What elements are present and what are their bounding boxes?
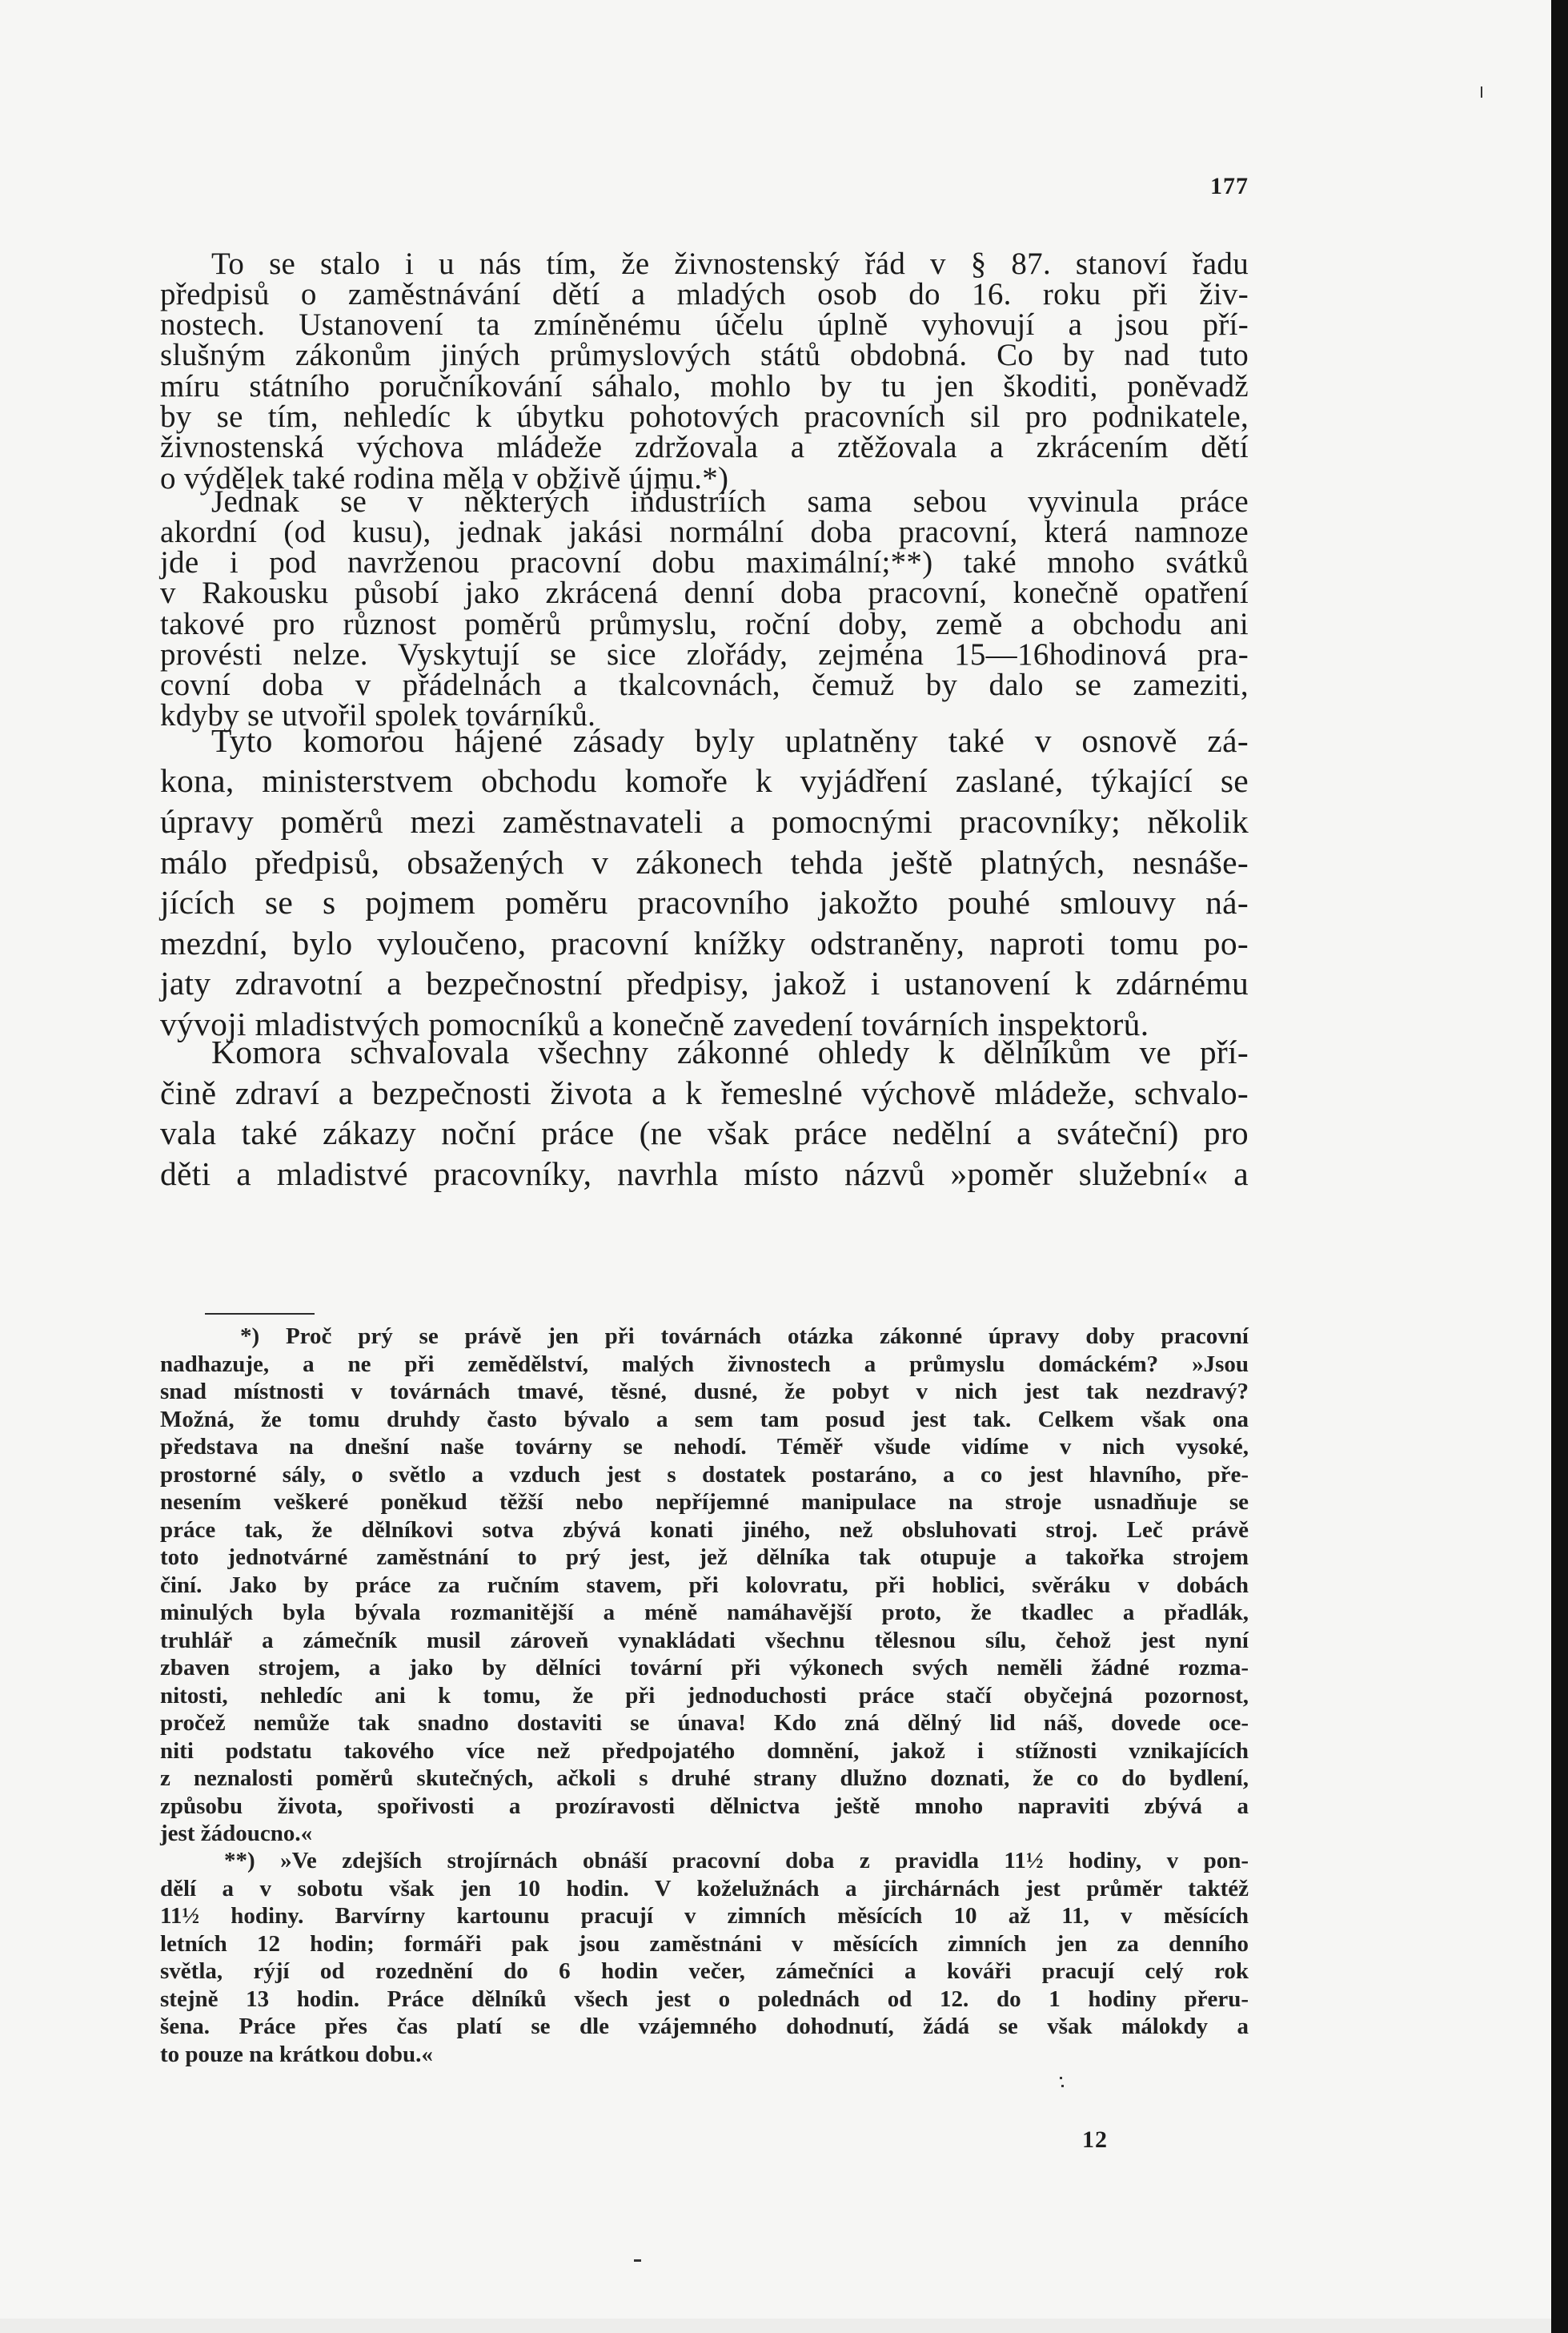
footnote-line: to pouze na krátkou dobu.« (160, 2041, 433, 2067)
footnote-line: způsobu života, spořivosti a prozíravosti dělnictva ještě mnoho napraviti zbývá a (160, 1793, 1249, 1819)
text-line: mezdní, bylo vyloučeno, pracovní knížky odstraněny, naproti tomu po- (160, 925, 1249, 962)
footnote-line: stejně 13 hodin. Práce dělníků všech jest o polednách od 12. do 1 hodiny přeru- (160, 1986, 1249, 2012)
text-line: jících se s pojmem poměru pracovního jakožto pouhé smlouvy ná- (160, 884, 1249, 921)
text-line: akordní (od kusu), jednak jakási normální doba pracovní, která namnoze (160, 515, 1249, 549)
footnote-line: truhlář a zámečník musil zároveň vynakládati všechnu tělesnou sílu, čehož jest nyní (160, 1627, 1249, 1653)
footnote-line: práce tak, že dělníkovi sotva zbývá konati jiného, než obsluhovati stroj. Leč právě (160, 1516, 1249, 1543)
footnote-line: činí. Jako by práce za ručním stavem, při kolovratu, při hoblici, svěráku v dobách (160, 1572, 1249, 1598)
footnote-line: nesením veškeré poněkud těžší nebo nepříjemné manipulace na stroje usnadňuje se (160, 1489, 1249, 1515)
text-line: nostech. Ustanovení ta zmíněnému účelu úplně vyhovují a jsou pří- (160, 307, 1249, 342)
footnote-line: prostorné sály, o světlo a vzduch jest s dostatek postaráno, a co jest hlavního, pře- (160, 1461, 1249, 1488)
text-line: Jednak se v některých industriích sama sebou vyvinula práce (211, 484, 1249, 519)
footnotes (160, 1325, 1249, 2086)
text-line: kdyby se utvořil spolek továrníků. (160, 698, 596, 733)
scan-border-right (1551, 0, 1568, 2333)
footnote-line: *) Proč prý se právě jen při továrnách otázka zákonné úpravy doby pracovní (240, 1323, 1249, 1349)
scan-speck (1061, 2085, 1064, 2087)
text-line: To se stalo i u nás tím, že živnostenský řád v § 87. stanoví řadu (211, 247, 1249, 281)
footnote-line: nitosti, nehledíc ani k tomu, že při jednoduchosti práce stačí obyčejná pozornost, (160, 1682, 1249, 1709)
scan-speck (634, 2259, 641, 2262)
text-line: málo předpisů, obsažených v zákonech tehda ještě platných, nesnáše- (160, 844, 1249, 881)
scan-border-bottom (0, 2319, 1551, 2333)
footnote-line: pročež nemůže tak snadno dostaviti se únava! Kdo zná dělný lid náš, dovede oce- (160, 1710, 1249, 1736)
footnote-line: jest žádoucno.« (160, 1821, 313, 1846)
footnote-line: dělí a v sobotu však jen 10 hodin. V koželužnách a jirchárnách jest průměr taktéž (160, 1875, 1249, 1901)
footnote-line: zbaven strojem, a jako by dělníci tovární při výkonech svých neměli žádné rozma- (160, 1655, 1249, 1680)
text-line: v Rakousku působí jako zkrácená denní doba pracovní, konečně opatření (160, 576, 1249, 610)
text-line: takové pro různost poměrů průmyslu, roční doby, země a obchodu ani (160, 607, 1249, 641)
text-line: covní doba v přádelnách a tkalcovnách, čemuž by dalo se zameziti, (160, 668, 1249, 702)
footnote-line: šena. Práce přes čas platí se dle vzájemného dohodnutí, žádá se však málokdy a (160, 2014, 1249, 2039)
scan-speck (1481, 86, 1482, 98)
footnote-line: světla, rýjí od rozednění do 6 hodin večer, zámečníci a kováři pracují celý rok (160, 1958, 1249, 1984)
footnote-line: nadhazuje, a ne při zemědělství, malých živnostech a průmyslu domáckém? »Jsou (160, 1351, 1249, 1377)
scan-speck (1060, 2077, 1062, 2079)
text-line: slušným zákonům jiných průmyslových států obdobná. Co by nad tuto (160, 338, 1249, 372)
text-line: provésti nelze. Vyskytují se sice zlořády, zejména 15—16hodinová pra- (160, 637, 1249, 672)
text-line: by se tím, nehledíc k úbytku pohotových pracovních sil pro podnikatele, (160, 400, 1249, 434)
text-line: Komora schvalovala všechny zákonné ohledy k dělníkům ve pří- (211, 1034, 1249, 1070)
text-line: úpravy poměrů mezi zaměstnavateli a pomocnými pracovníky; několik (160, 803, 1249, 840)
footnote-line: letních 12 hodin; formáři pak jsou zaměstnáni v měsících zimních jen za denního (160, 1930, 1249, 1957)
footnote-line: 11½ hodiny. Barvírny kartounu pracují v zimních měsících 10 až 11, v měsících (160, 1903, 1249, 1929)
text-line: Tyto komorou hájené zásady byly uplatněny také v osnově zá- (211, 722, 1249, 759)
text-line: kona, ministerstvem obchodu komoře k vyjádření zaslané, týkající se (160, 762, 1249, 799)
footnote-line: Možná, že tomu druhdy často bývalo a sem tam posud jest tak. Celkem však ona (160, 1406, 1249, 1432)
footnote-line: představa na dnešní naše továrny se nehodí. Téměř všude vidíme v nich vysoké, (160, 1434, 1249, 1460)
footnote-line: minulých byla bývala rozmanitější a méně namáhavější proto, že tkadlec a přadlák, (160, 1600, 1249, 1625)
text-line: děti a mladistvé pracovníky, navrhla místo názvů »poměr služební« a (160, 1155, 1249, 1192)
text-line: předpisů o zaměstnávání dětí a mladých osob do 16. roku při živ- (160, 277, 1249, 311)
text-line: jaty zdravotní a bezpečnostní předpisy, jakož i ustanovení k zdárnému (160, 965, 1249, 1002)
text-line: vala také zákazy noční práce (ne však práce nedělní a sváteční) pro (160, 1114, 1249, 1151)
footnote-line: snad místnosti v továrnách tmavé, těsné, dusné, že pobyt v nich jest tak nezdravý? (160, 1379, 1249, 1404)
text-line: vývoji mladistvých pomocníků a konečně zavedení továrních inspektorů. (160, 1006, 1149, 1042)
text-line: míru státního poručníkování sáhalo, mohlo by tu jen škoditi, poněvadž (160, 369, 1249, 404)
text-line: čině zdraví a bezpečnosti života a k řemeslné výchově mládeže, schvalo- (160, 1074, 1249, 1111)
footnote-line: **) »Ve zdejších strojírnách obnáší pracovní doba z pravidla 11½ hodiny, v pon- (224, 1848, 1249, 1873)
footnote-separator (205, 1313, 315, 1315)
text-line: jde i pod navrženou pracovní dobu maximální;**) také mnoho svátků (160, 545, 1249, 580)
signature-mark: 12 (1082, 2126, 1108, 2153)
text-line: živnostenská výchova mládeže zdržovala a ztěžovala a zkrácením dětí (160, 430, 1249, 464)
footnote-line: toto jednotvárné zaměstnání to prý jest, jež dělníka tak otupuje a takořka strojem (160, 1544, 1249, 1570)
text-line: o výdělek také rodina měla v obživě újmu.*) (160, 461, 729, 496)
footnote-line: niti podstatu takového více než předpojatého domnění, jakož i stížnosti vznikajících (160, 1737, 1249, 1764)
main-text (160, 248, 1249, 1305)
page-number: 177 (1210, 173, 1249, 199)
footnote-line: z neznalosti poměrů skutečných, ačkoli s druhé strany dlužno doznati, že co do bydlení, (160, 1765, 1249, 1791)
